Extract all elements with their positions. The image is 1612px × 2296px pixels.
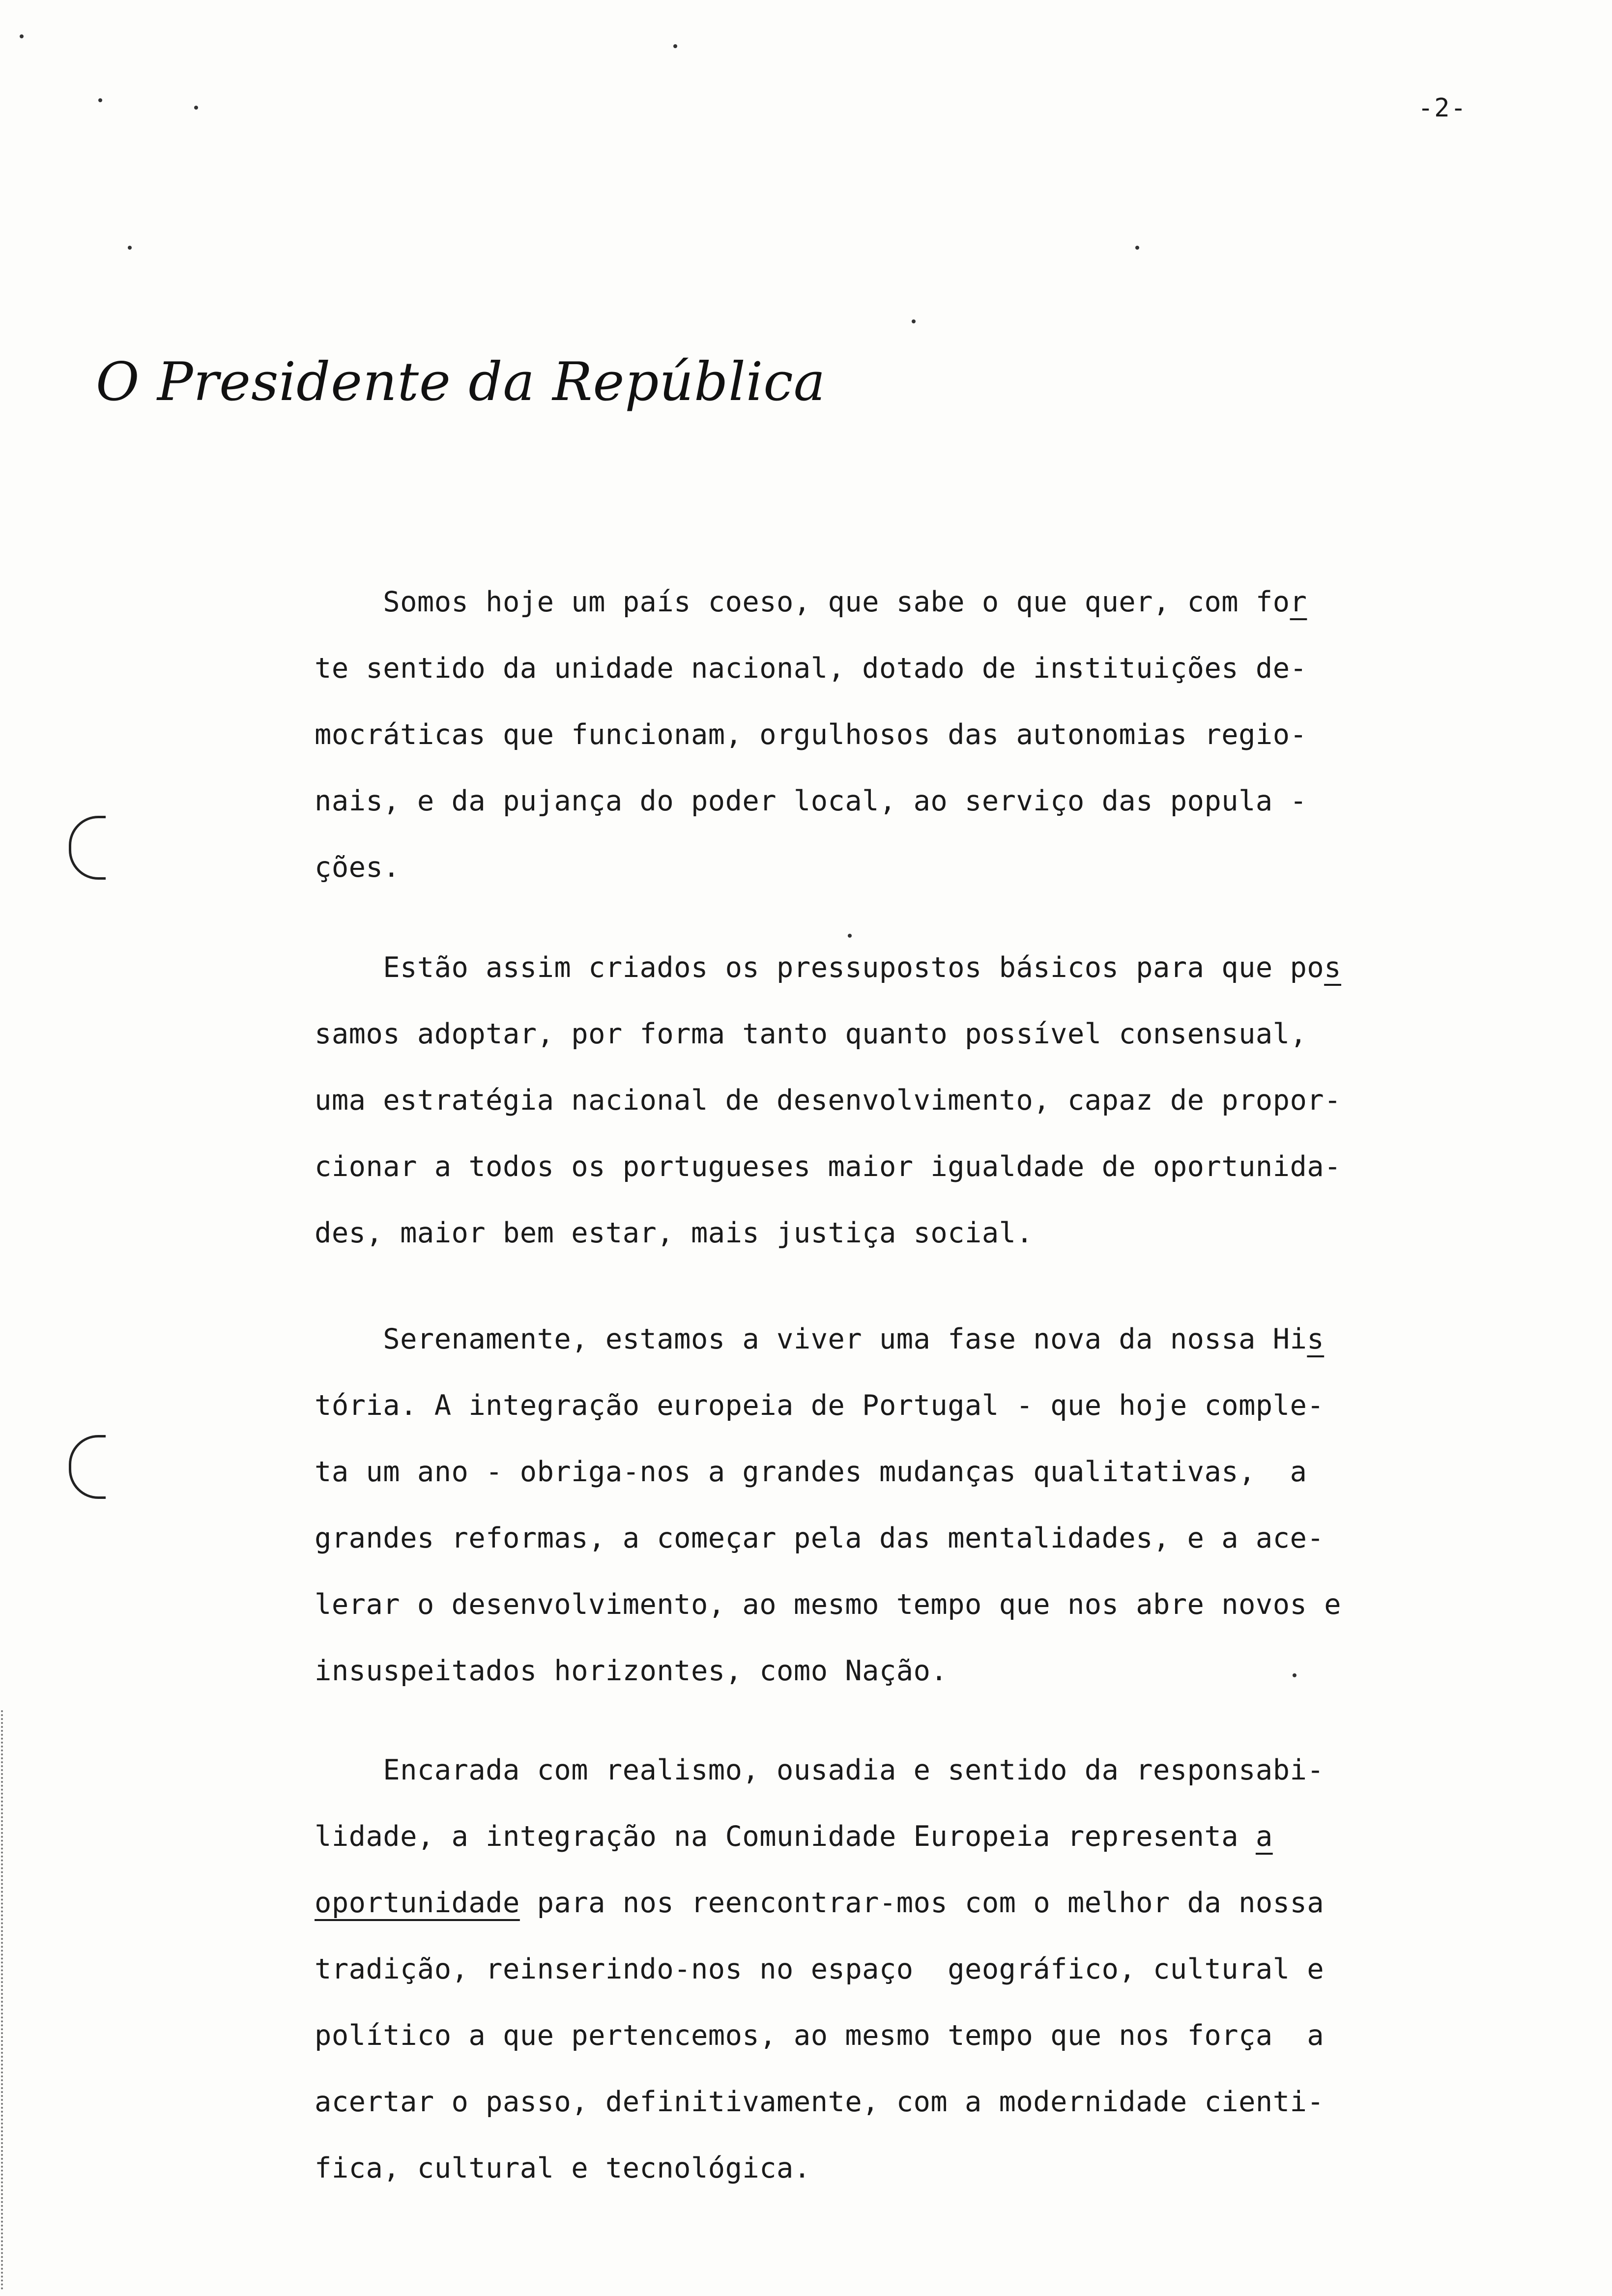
scan-speck <box>848 934 852 938</box>
text-line <box>315 1306 1514 1373</box>
line-text: grandes reformas, a começar pela das mentalidades, e a ace- <box>315 1522 1324 1554</box>
text-line <box>315 1638 1514 1704</box>
punch-hole-mark <box>69 1435 106 1499</box>
line-text: lerar o desenvolvimento, ao mesmo tempo que nos abre novos e <box>315 1588 1342 1621</box>
scan-speck <box>1293 1673 1296 1677</box>
line-text: uma estratégia nacional de desenvolvimento, capaz de propor- <box>315 1084 1342 1117</box>
scan-speck <box>1135 246 1139 250</box>
scan-speck <box>128 246 132 250</box>
letterhead-signature: O Presidente da República <box>96 351 826 413</box>
text-line <box>315 1134 1514 1200</box>
text-line <box>315 2069 1514 2135</box>
text-line <box>315 635 1514 702</box>
text-line <box>315 569 1514 635</box>
text-line <box>315 702 1514 768</box>
paragraph-3 <box>315 1306 1514 1704</box>
paragraph-4 <box>315 1737 1514 2202</box>
punch-hole-mark <box>69 816 106 880</box>
line-text: Serenamente, estamos a viver uma fase nova da nossa Hi <box>315 1323 1307 1355</box>
underlined-text: oportunidade <box>315 1887 520 1919</box>
text-line <box>315 1067 1514 1134</box>
paragraph-1 <box>315 569 1514 901</box>
line-text: Encarada com realismo, ousadia e sentido da responsabi- <box>315 1754 1324 1786</box>
line-text: nais, e da pujança do poder local, ao serviço das popula - <box>315 785 1307 817</box>
text-line <box>315 1439 1514 1505</box>
scan-speck <box>98 98 102 102</box>
text-line <box>315 2135 1514 2202</box>
underlined-text: s <box>1307 1323 1324 1355</box>
line-text: samos adoptar, por forma tanto quanto possível consensual, <box>315 1018 1307 1050</box>
scan-speck <box>194 106 198 110</box>
text-line <box>315 1200 1514 1266</box>
text-line <box>315 1737 1514 1804</box>
text-line <box>315 1373 1514 1439</box>
line-text: des, maior bem estar, mais justiça social. <box>315 1217 1034 1249</box>
text-line <box>315 1870 1514 1936</box>
text-line <box>315 834 1514 901</box>
line-text: mocráticas que funcionam, orgulhosos das autonomias regio- <box>315 718 1307 751</box>
line-text: insuspeitados horizontes, como Nação. <box>315 1655 948 1687</box>
line-text-after: para nos reencontrar-mos com o melhor da nossa <box>519 1887 1324 1919</box>
text-line <box>315 1001 1514 1067</box>
line-text: fica, cultural e tecnológica. <box>315 2152 811 2184</box>
line-text: tradição, reinserindo-nos no espaço geográfico, cultural e <box>315 1953 1324 1985</box>
paragraph-2 <box>315 935 1514 1266</box>
text-line <box>315 1936 1514 2003</box>
line-text: Somos hoje um país coeso, que sabe o que quer, com fo <box>315 586 1290 618</box>
underlined-text: a <box>1255 1820 1273 1853</box>
line-text: lidade, a integração na Comunidade Europeia representa <box>315 1820 1256 1853</box>
line-text: acertar o passo, definitivamente, com a modernidade cienti- <box>315 2086 1324 2118</box>
scan-speck <box>673 44 677 48</box>
scan-speck <box>912 319 916 323</box>
line-text: político a que pertencemos, ao mesmo tempo que nos força a <box>315 2019 1324 2052</box>
line-text: ta um ano - obriga-nos a grandes mudanças qualitativas, a <box>315 1456 1307 1488</box>
scan-speck <box>20 34 24 38</box>
text-line <box>315 1505 1514 1572</box>
text-line <box>315 1804 1514 1870</box>
line-text: ções. <box>315 851 401 884</box>
text-line <box>315 935 1514 1001</box>
line-text: Estão assim criados os pressupostos básicos para que po <box>315 951 1324 984</box>
scan-edge-line <box>1 1710 5 2290</box>
line-text: tória. A integração europeia de Portugal - que hoje comple- <box>315 1389 1324 1422</box>
text-line <box>315 2003 1514 2069</box>
line-text: te sentido da unidade nacional, dotado de instituições de- <box>315 652 1307 685</box>
page-number: -2- <box>1418 93 1467 123</box>
underlined-text: s <box>1324 951 1342 984</box>
line-text: cionar a todos os portugueses maior igualdade de oportunida- <box>315 1150 1342 1183</box>
text-line <box>315 768 1514 834</box>
underlined-text: r <box>1290 586 1307 618</box>
text-line <box>315 1572 1514 1638</box>
